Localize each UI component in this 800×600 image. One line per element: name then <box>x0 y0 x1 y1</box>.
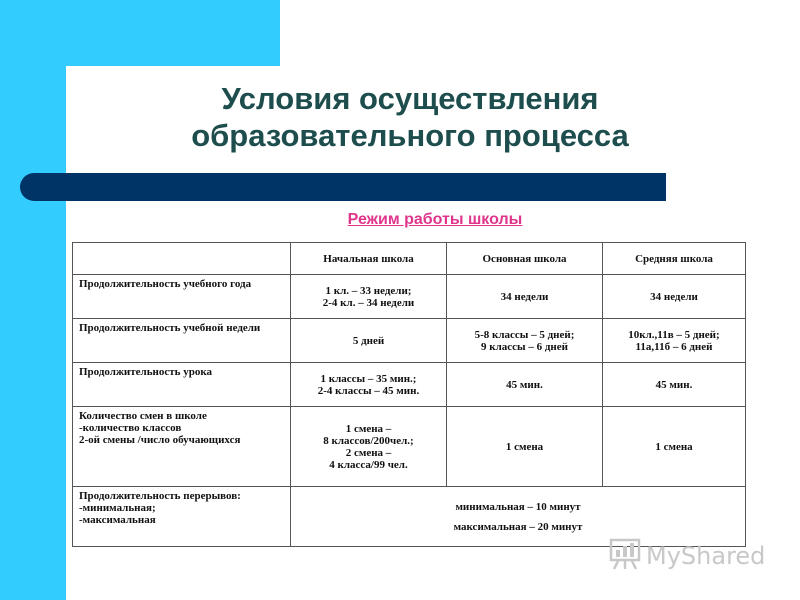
top-accent-band <box>0 0 280 66</box>
table-header-row <box>73 243 746 275</box>
row-label: Продолжительность перерывов: -минимальная; -максимальная <box>73 487 291 547</box>
header-cell-basic-school: Основная школа <box>447 243 603 275</box>
table-row <box>73 319 746 363</box>
table-cell: 1 смена – 8 классов/200чел.; 2 смена – 4 класса/99 чел. <box>291 407 447 487</box>
row-label: Продолжительность учебного года <box>73 275 291 319</box>
table-cell: 45 мин. <box>447 363 603 407</box>
watermark-text: MyShared <box>646 542 766 570</box>
table-row <box>73 407 746 487</box>
breaks-min-text: минимальная – 10 минут <box>455 500 581 513</box>
table-cell: 1 смена <box>603 407 746 487</box>
breaks-max-text: максимальная – 20 минут <box>453 520 583 533</box>
row-label: Количество смен в школе -количество классов 2-ой смены /число обучающихся <box>73 407 291 487</box>
table-cell: 45 мин. <box>603 363 746 407</box>
row-label: Продолжительность учебной недели <box>73 319 291 363</box>
table-cell: 5-8 классы – 5 дней; 9 классы – 6 дней <box>447 319 603 363</box>
table-cell: 5 дней <box>291 319 447 363</box>
header-cell-primary-school: Начальная школа <box>291 243 447 275</box>
presentation-board-icon <box>608 537 642 576</box>
slide-title-line1: Условия осуществления <box>221 81 599 116</box>
left-accent-band <box>0 0 66 600</box>
slide-subtitle: Режим работы школы <box>347 211 523 228</box>
table-row <box>73 275 746 319</box>
row-label: Продолжительность урока <box>73 363 291 407</box>
watermark <box>608 538 765 574</box>
header-cell-secondary-school: Средняя школа <box>603 243 746 275</box>
table-cell: 34 недели <box>447 275 603 319</box>
title-underline-bar <box>20 173 666 201</box>
school-schedule-table <box>72 242 746 547</box>
header-cell-empty <box>73 243 291 275</box>
table-cell: 34 недели <box>603 275 746 319</box>
table-cell: 1 кл. – 33 недели; 2-4 кл. – 34 недели <box>291 275 447 319</box>
slide-title-line2: образовательного процесса <box>191 118 629 153</box>
table-cell: 10кл.,11в – 5 дней; 11а,11б – 6 дней <box>603 319 746 363</box>
table-cell: 1 смена <box>447 407 603 487</box>
table-cell: 1 классы – 35 мин.; 2-4 классы – 45 мин. <box>291 363 447 407</box>
table-row <box>73 363 746 407</box>
slide-title <box>140 80 680 154</box>
